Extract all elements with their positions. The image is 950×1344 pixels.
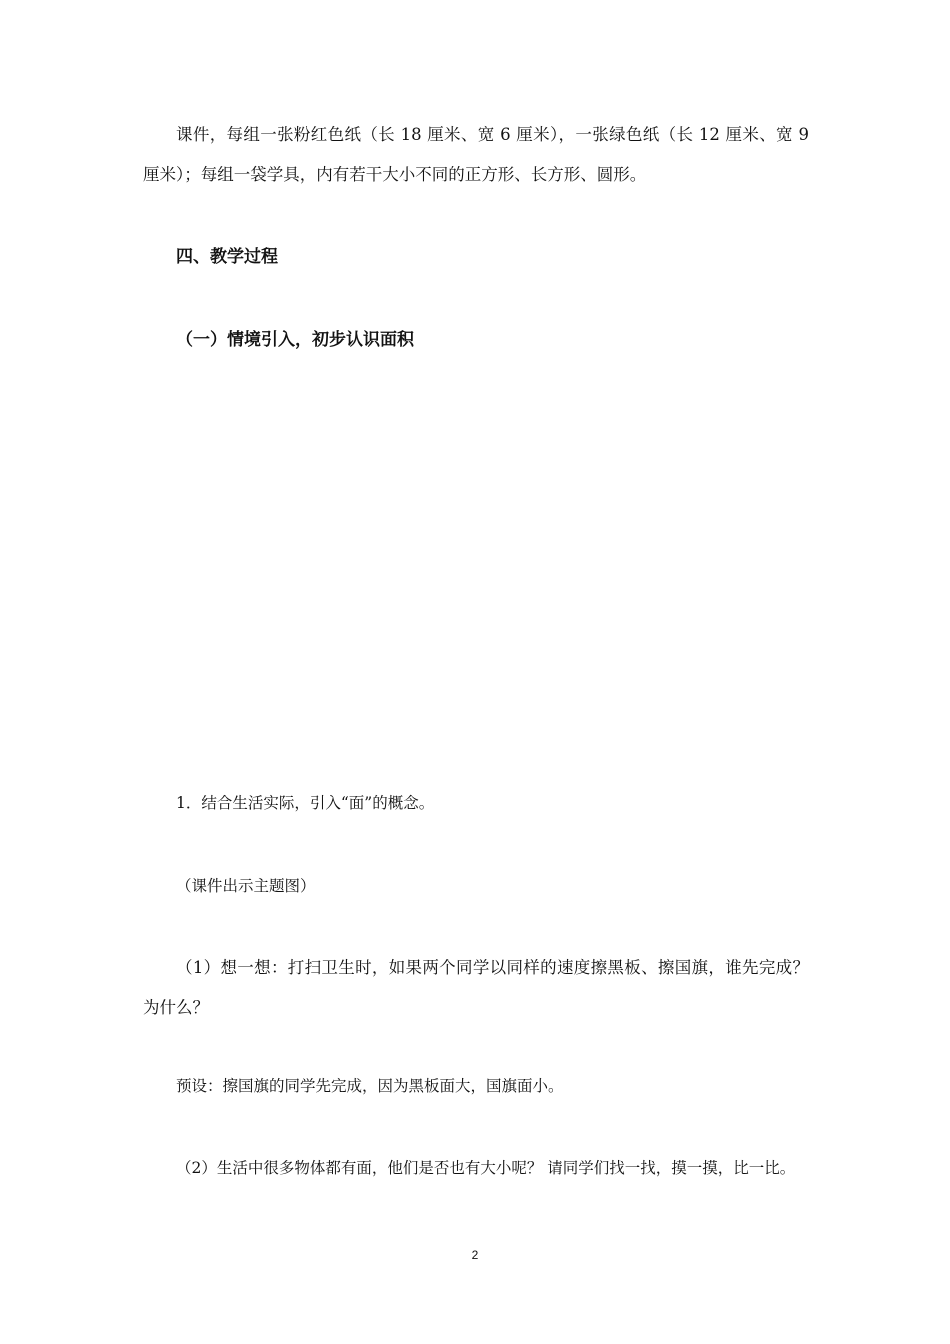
question-2-text: （2）生活中很多物体都有面，他们是否也有大小呢？ 请同学们找一找，摸一摸，比一比。: [176, 1159, 796, 1177]
subsection-heading: （一）情境引入，初步认识面积: [176, 330, 414, 350]
step-1-text: 1．结合生活实际，引入“面”的概念。: [176, 794, 435, 812]
question-1-text: （1）想一想：打扫卫生时，如果两个同学以同样的速度擦黑板、擦国旗，谁先完成？为什么？: [143, 958, 809, 1017]
page-number: 2: [471, 1248, 479, 1262]
materials-paragraph: 课件，每组一张粉红色纸（长 18 厘米、宽 6 厘米），一张绿色纸（长 12 厘米、宽 9 厘米）；每组一袋学具，内有若干大小不同的正方形、长方形、圆形。: [143, 125, 809, 184]
section-heading: 四、教学过程: [176, 247, 278, 267]
preset-answer-text: 预设：擦国旗的同学先完成，因为黑板面大，国旗面小。: [176, 1077, 564, 1095]
courseware-note: （课件出示主题图）: [176, 877, 316, 895]
